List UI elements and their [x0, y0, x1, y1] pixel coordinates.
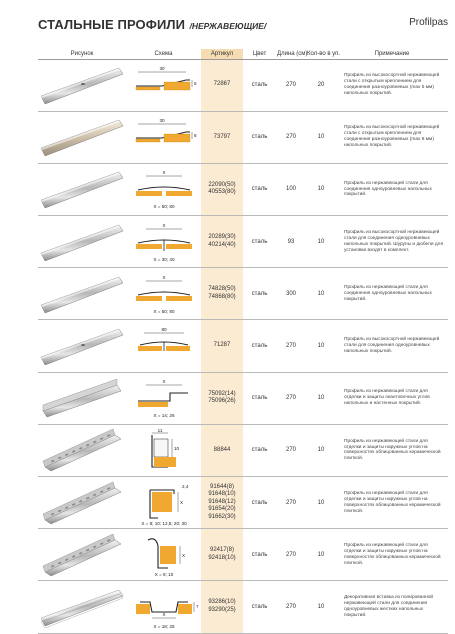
article-number: 93290(25)	[208, 606, 236, 613]
scheme-cell	[126, 59, 201, 111]
photo-cell	[38, 216, 126, 268]
quantity-cell: 10	[306, 581, 336, 633]
svg-text:X = 18; 25: X = 18; 25	[152, 623, 175, 629]
profile-photo	[39, 323, 125, 369]
length-cell: 270	[276, 424, 306, 476]
quantity-cell: 20	[306, 59, 336, 111]
profile-photo	[39, 584, 125, 630]
note-cell: Профиль из высокосортной нержавеющей стали с открытым креплением для соединения разноуровневых (max 8 мм) напольных покрытий.	[336, 111, 448, 163]
page-header	[38, 16, 448, 34]
svg-text:X = 50; 80: X = 50; 80	[152, 308, 175, 314]
article-cell	[201, 424, 243, 476]
profile-photo	[39, 480, 125, 526]
scheme-cell	[126, 163, 201, 215]
profiles-table	[38, 49, 448, 634]
length-cell: 270	[276, 372, 306, 424]
svg-text:30: 30	[158, 118, 165, 124]
scheme-cell	[126, 477, 201, 529]
length-cell: 270	[276, 59, 306, 111]
article-number: 75096(26)	[208, 398, 236, 405]
photo-cell	[38, 424, 126, 476]
cross-section-scheme	[128, 375, 200, 421]
article-cell	[201, 320, 243, 372]
color-cell: сталь	[243, 163, 276, 215]
color-cell: сталь	[243, 268, 276, 320]
table-row	[38, 216, 448, 268]
color-cell: сталь	[243, 424, 276, 476]
article-cell	[201, 581, 243, 633]
color-cell: сталь	[243, 372, 276, 424]
article-cell	[201, 111, 243, 163]
profile-photo	[39, 219, 125, 265]
cross-section-scheme	[128, 480, 200, 526]
color-cell: сталь	[243, 320, 276, 372]
table-row	[38, 477, 448, 529]
column-header: Цвет	[243, 49, 276, 59]
profile-photo	[39, 114, 125, 160]
scheme-cell	[126, 581, 201, 633]
cross-section-scheme	[128, 532, 200, 578]
quantity-cell: 10	[306, 477, 336, 529]
photo-cell	[38, 581, 126, 633]
article-number: 92417(8)	[209, 547, 235, 554]
svg-text:X: X	[161, 379, 166, 385]
article-number: 75092(14)	[208, 390, 236, 397]
page-title	[38, 16, 266, 34]
cross-section-scheme	[128, 584, 200, 630]
article-number: 91654(20)	[208, 506, 236, 513]
cross-section-scheme	[128, 114, 200, 160]
length-cell: 300	[276, 268, 306, 320]
photo-cell	[38, 372, 126, 424]
svg-text:11: 11	[157, 428, 162, 434]
article-cell	[201, 163, 243, 215]
svg-text:80: 80	[160, 327, 167, 333]
note-cell: Декоративная вставка из полированной нержавеющей стали для соединения одноуровневых жестких напольных покрытий.	[336, 581, 448, 633]
article-number: 74828(50)	[208, 286, 236, 293]
table-row	[38, 529, 448, 581]
article-cell	[201, 216, 243, 268]
svg-text:X: X	[161, 274, 166, 280]
profile-photo	[39, 375, 125, 421]
article-cell	[201, 268, 243, 320]
scheme-cell	[126, 529, 201, 581]
scheme-cell	[126, 268, 201, 320]
table-row	[38, 163, 448, 215]
photo-cell	[38, 268, 126, 320]
color-cell: сталь	[243, 59, 276, 111]
note-cell: Профиль из нержавеющей стали для отделки и защиты наружных углов на поверхностях облицованных керамической плиткой.	[336, 477, 448, 529]
article-number: 92418(10)	[208, 554, 236, 561]
scheme-cell	[126, 320, 201, 372]
photo-cell	[38, 477, 126, 529]
length-cell: 270	[276, 529, 306, 581]
article-number: 91662(30)	[208, 513, 236, 520]
svg-text:30: 30	[158, 66, 165, 72]
profile-photo	[39, 532, 125, 578]
article-number: 40553(80)	[208, 189, 236, 196]
svg-text:7: 7	[195, 603, 199, 609]
table-row	[38, 372, 448, 424]
article-number: 72867	[213, 81, 231, 88]
brand-name: Profilpas	[409, 17, 448, 28]
scheme-cell	[126, 111, 201, 163]
photo-cell	[38, 111, 126, 163]
svg-text:X: X	[181, 552, 185, 558]
table-row	[38, 424, 448, 476]
table-row	[38, 268, 448, 320]
article-number: 71287	[213, 342, 231, 349]
color-cell: сталь	[243, 111, 276, 163]
note-cell: Профиль из нержавеющей стали для отделки и защиты окантовочных углов напольных и настенных покрытий.	[336, 372, 448, 424]
quantity-cell: 10	[306, 163, 336, 215]
cross-section-scheme	[128, 62, 200, 108]
svg-text:X: X	[179, 499, 183, 505]
article-number: 88844	[213, 446, 231, 453]
svg-text:X = 30; 40: X = 30; 40	[152, 256, 175, 262]
profile-photo	[39, 62, 125, 108]
column-header: Кол-во в уп.	[306, 49, 336, 59]
note-cell: Профиль из высокосортной нержавеющей стали с открытым креплением для соединения разноуровневых (max 5 мм) напольных покрытий.	[336, 59, 448, 111]
scheme-cell	[126, 216, 201, 268]
length-cell: 100	[276, 163, 306, 215]
column-header: Схема	[126, 49, 201, 59]
svg-text:10: 10	[173, 446, 179, 452]
svg-text:5: 5	[193, 81, 197, 87]
article-number: 73797	[213, 133, 231, 140]
color-cell: сталь	[243, 216, 276, 268]
photo-cell	[38, 163, 126, 215]
quantity-cell: 10	[306, 320, 336, 372]
length-cell: 270	[276, 111, 306, 163]
quantity-cell: 10	[306, 424, 336, 476]
length-cell: 93	[276, 216, 306, 268]
note-cell: Профиль из высокосортной нержавеющей стали для соединения одноуровневых напольных покрытий.	[336, 320, 448, 372]
scheme-cell	[126, 424, 201, 476]
svg-text:8: 8	[193, 133, 197, 139]
column-header: Рисунок	[38, 49, 126, 59]
svg-text:X = 8; 10: X = 8; 10	[154, 571, 173, 577]
photo-cell	[38, 59, 126, 111]
quantity-cell: 10	[306, 111, 336, 163]
article-number: 91648(10)	[208, 491, 236, 498]
column-header: Примечание	[336, 49, 448, 59]
article-number: 40214(40)	[208, 241, 236, 248]
color-cell: сталь	[243, 477, 276, 529]
article-cell	[201, 59, 243, 111]
color-cell: сталь	[243, 581, 276, 633]
article-number: 20289(30)	[208, 234, 236, 241]
length-cell: 270	[276, 477, 306, 529]
table-row	[38, 320, 448, 372]
title-sub: /НЕРЖАВЕЮЩИЕ/	[189, 21, 267, 31]
note-cell: Профиль из нержавеющей стали для соединения одноуровневых напольных покрытий.	[336, 163, 448, 215]
profile-photo	[39, 427, 125, 473]
article-number: 93286(10)	[208, 599, 236, 606]
profile-photo	[39, 271, 125, 317]
note-cell: Профиль из нержавеющей стали для отделки и защиты наружных углов на поверхностях облицованных керамической плиткой.	[336, 529, 448, 581]
article-number: 74868(80)	[208, 293, 236, 300]
quantity-cell: 10	[306, 529, 336, 581]
svg-text:X: X	[161, 170, 166, 176]
table-row	[38, 581, 448, 633]
quantity-cell: 10	[306, 216, 336, 268]
note-cell: Профиль из нержавеющей стали для соединения одноуровневых напольных покрытий.	[336, 268, 448, 320]
article-number: 22090(50)	[208, 181, 236, 188]
table-row	[38, 111, 448, 163]
profile-photo	[39, 166, 125, 212]
note-cell: Профиль из высокосортной нержавеющей стали для соединения одноуровневых напольных покрытий. Шурупы и дюбели для установки входят в комплект.	[336, 216, 448, 268]
length-cell: 270	[276, 320, 306, 372]
svg-text:2,4: 2,4	[181, 483, 188, 489]
quantity-cell: 10	[306, 372, 336, 424]
article-cell	[201, 477, 243, 529]
color-cell: сталь	[243, 529, 276, 581]
quantity-cell: 10	[306, 268, 336, 320]
svg-text:X = 14; 26: X = 14; 26	[152, 413, 175, 419]
photo-cell	[38, 529, 126, 581]
column-header: Длина (см)	[276, 49, 306, 59]
cross-section-scheme	[128, 271, 200, 317]
cross-section-scheme	[128, 427, 200, 473]
table-row	[38, 59, 448, 111]
note-cell: Профиль из нержавеющей стали для отделки и защиты наружных углов на поверхностях облицованных керамической плиткой.	[336, 424, 448, 476]
title-main: СТАЛЬНЫЕ ПРОФИЛИ	[38, 17, 186, 32]
cross-section-scheme	[128, 219, 200, 265]
cross-section-scheme	[128, 166, 200, 212]
svg-text:X: X	[161, 611, 166, 617]
svg-text:X: X	[161, 222, 166, 228]
column-header: Артикул	[201, 49, 243, 59]
article-cell	[201, 529, 243, 581]
scheme-cell	[126, 372, 201, 424]
svg-text:X = 8; 10; 12,5; 20; 30: X = 8; 10; 12,5; 20; 30	[140, 520, 187, 526]
table-header-row	[38, 49, 448, 59]
cross-section-scheme	[128, 323, 200, 369]
article-number: 91648(12)	[208, 498, 236, 505]
photo-cell	[38, 320, 126, 372]
article-cell	[201, 372, 243, 424]
length-cell: 270	[276, 581, 306, 633]
article-number: 91644(8)	[209, 483, 235, 490]
svg-text:X = 50; 80: X = 50; 80	[152, 204, 175, 210]
